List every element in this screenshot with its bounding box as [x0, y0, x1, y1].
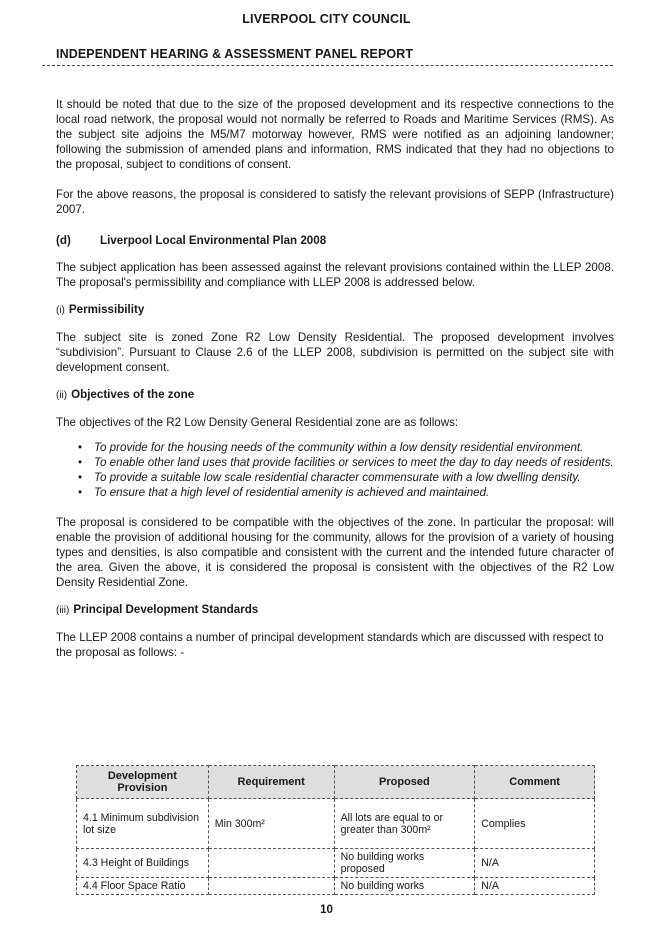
column-header: Development Provision [77, 766, 209, 799]
paragraph-llep: The subject application has been assessed against the relevant provisions contained within the LLEP 2008. The proposal's permissibility and compliance with LLEP 2008 is addressed below. [56, 261, 614, 289]
column-header: Proposed [334, 766, 475, 799]
subheading-title: Principal Development Standards [73, 603, 259, 616]
table-cell: No building works proposed [334, 849, 475, 878]
table-cell: 4.1 Minimum subdivision lot size [77, 799, 209, 849]
table-cell: N/A [475, 878, 595, 895]
table-cell: Min 300m² [208, 799, 334, 849]
subheading-title: Permissibility [68, 303, 145, 316]
report-title: INDEPENDENT HEARING & ASSESSMENT PANEL REPORT [56, 47, 414, 61]
subheading-title: Objectives of the zone [71, 388, 195, 401]
table-cell: 4.3 Height of Buildings [77, 849, 209, 878]
list-item: • To provide a suitable low scale residential character commensurate with a low dwelling density. [94, 470, 614, 485]
list-item: • To enable other land uses that provide facilities or services to meet the day to day needs of residents. [94, 455, 614, 470]
subheading-permissibility [56, 302, 614, 318]
table-header-row [77, 766, 595, 799]
list-item: • To provide for the housing needs of the community within a low density residential environment. [94, 440, 614, 455]
column-header: Requirement [208, 766, 334, 799]
section-number: (d) [56, 234, 71, 247]
report-body [56, 97, 614, 660]
subheading-number: (iii) [56, 605, 70, 616]
table-cell: All lots are equal to or greater than 300m² [334, 799, 475, 849]
subheading-standards [56, 602, 614, 618]
paragraph-rms: It should be noted that due to the size of the proposed development and its respective connections to the local road network, the proposal would not normally be referred to Roads and Maritime Services (RMS). As the subject site adjoins the M5/M7 motorway however, RMS were notified as an adjoining landowner; following the submission of amended plans and information, RMS indicated that they had no objections to the proposal, subject to conditions of consent. [56, 98, 614, 171]
table-cell: No building works [334, 878, 475, 895]
paragraph-sepp: For the above reasons, the proposal is considered to satisfy the relevant provisions of SEPP (Infrastructure) 2007. [56, 188, 614, 216]
subheading-number: (ii) [56, 390, 68, 401]
table-cell: N/A [475, 849, 595, 878]
page-number: 10 [320, 904, 333, 916]
paragraph-permissibility: The subject site is zoned Zone R2 Low Density Residential. The proposed development involves “subdivision”. Pursuant to Clause 2.6 of the LLEP 2008, subdivision is permitted on the subject site with development consent. [56, 331, 614, 374]
table-row [77, 878, 595, 895]
subheading-objectives [56, 387, 614, 403]
table-cell: 4.4 Floor Space Ratio [77, 878, 209, 895]
development-standards-table [76, 765, 595, 895]
table-cell [208, 878, 334, 895]
table-cell [208, 849, 334, 878]
subheading-number: (i) [56, 305, 65, 316]
paragraph-standards-intro: The LLEP 2008 contains a number of principal development standards which are discussed with respect to the proposal as follows: - [56, 631, 604, 659]
section-heading-d [56, 233, 614, 248]
paragraph-objectives-intro: The objectives of the R2 Low Density General Residential zone are as follows: [56, 416, 459, 429]
table-row [77, 849, 595, 878]
list-item: • To ensure that a high level of residential amenity is achieved and maintained. [94, 485, 614, 500]
table-row [77, 799, 595, 849]
objectives-list [56, 440, 614, 500]
paragraph-compatible: The proposal is considered to be compatible with the objectives of the zone. In particular the proposal: will enable the provision of additional housing for the community, allows for the provision of a variety of housing types and densities, is also compatible and consistent with the current and the intended future character of the area. Given the above, it is considered the proposal is consistent with the objectives of the R2 Low Density Residential Zone. [56, 516, 614, 589]
organisation-name: LIVERPOOL CITY COUNCIL [242, 12, 411, 26]
column-header: Comment [475, 766, 595, 799]
header-divider [42, 65, 613, 66]
table-cell: Complies [475, 799, 595, 849]
section-title: Liverpool Local Environmental Plan 2008 [100, 234, 327, 247]
